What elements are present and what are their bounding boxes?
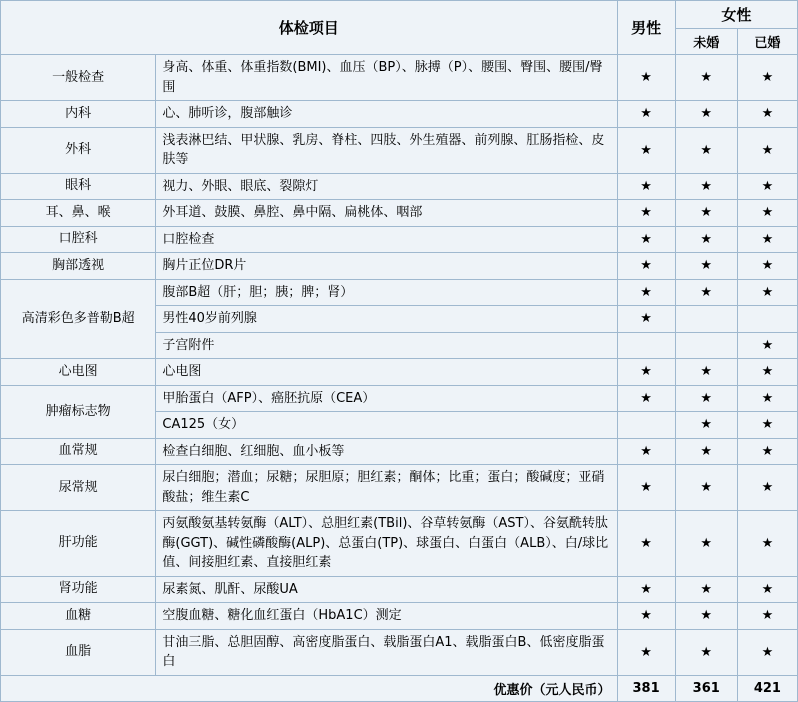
row-mark-male: ★ xyxy=(617,576,675,603)
row-mark-unmarried: ★ xyxy=(675,55,737,101)
row-mark-married: ★ xyxy=(737,55,797,101)
row-mark-married xyxy=(737,306,797,333)
row-items: 外耳道、鼓膜、鼻腔、鼻中隔、扁桃体、咽部 xyxy=(156,200,617,227)
row-category: 眼科 xyxy=(1,173,156,200)
price-label: 优惠价（元人民币） xyxy=(1,675,618,701)
table-row xyxy=(1,55,798,101)
row-category: 肾功能 xyxy=(1,576,156,603)
row-mark-unmarried: ★ xyxy=(675,385,737,412)
row-mark-married: ★ xyxy=(737,332,797,359)
table-row xyxy=(1,253,798,280)
row-mark-male: ★ xyxy=(617,55,675,101)
row-mark-male: ★ xyxy=(617,279,675,306)
row-category: 血常规 xyxy=(1,438,156,465)
row-category: 血脂 xyxy=(1,629,156,675)
table-row xyxy=(1,127,798,173)
row-items: 子宫附件 xyxy=(156,332,617,359)
row-category: 内科 xyxy=(1,101,156,128)
row-items: 口腔检查 xyxy=(156,226,617,253)
row-category: 口腔科 xyxy=(1,226,156,253)
row-mark-unmarried: ★ xyxy=(675,465,737,511)
row-mark-male: ★ xyxy=(617,173,675,200)
row-items: 尿白细胞；潜血；尿糖；尿胆原；胆红素；酮体；比重；蛋白；酸碱度；亚硝酸盐；维生素C xyxy=(156,465,617,511)
row-items: 甲胎蛋白（AFP）、癌胚抗原（CEA） xyxy=(156,385,617,412)
row-mark-male: ★ xyxy=(617,511,675,577)
row-mark-married: ★ xyxy=(737,603,797,630)
row-mark-married: ★ xyxy=(737,412,797,439)
row-mark-male: ★ xyxy=(617,226,675,253)
header-female: 女性 xyxy=(675,1,797,29)
row-mark-unmarried: ★ xyxy=(675,603,737,630)
table-row xyxy=(1,385,798,412)
row-mark-unmarried: ★ xyxy=(675,576,737,603)
table-row xyxy=(1,629,798,675)
row-items: 空腹血糖、糖化血红蛋白（HbA1C）测定 xyxy=(156,603,617,630)
row-mark-married: ★ xyxy=(737,385,797,412)
row-mark-male xyxy=(617,412,675,439)
row-mark-male: ★ xyxy=(617,101,675,128)
row-category: 外科 xyxy=(1,127,156,173)
price-unmarried: 361 xyxy=(675,675,737,701)
row-category: 血糖 xyxy=(1,603,156,630)
header-unmarried: 未婚 xyxy=(675,29,737,55)
row-category: 心电图 xyxy=(1,359,156,386)
row-mark-unmarried: ★ xyxy=(675,226,737,253)
row-mark-unmarried xyxy=(675,332,737,359)
header-male: 男性 xyxy=(617,1,675,55)
table-row xyxy=(1,576,798,603)
row-mark-married: ★ xyxy=(737,127,797,173)
row-items: 身高、体重、体重指数(BMI)、血压（BP）、脉搏（P）、腰围、臀围、腰围/臀围 xyxy=(156,55,617,101)
row-mark-male xyxy=(617,332,675,359)
row-category: 肿瘤标志物 xyxy=(1,385,156,438)
table-row xyxy=(1,200,798,227)
row-items: 尿素氮、肌酐、尿酸UA xyxy=(156,576,617,603)
header-married: 已婚 xyxy=(737,29,797,55)
row-mark-unmarried: ★ xyxy=(675,359,737,386)
row-mark-married: ★ xyxy=(737,629,797,675)
row-mark-married: ★ xyxy=(737,576,797,603)
row-mark-male: ★ xyxy=(617,359,675,386)
row-mark-male: ★ xyxy=(617,306,675,333)
row-mark-married: ★ xyxy=(737,173,797,200)
row-items: 浅表淋巴结、甲状腺、乳房、脊柱、四肢、外生殖器、前列腺、肛肠指检、皮肤等 xyxy=(156,127,617,173)
row-items: 视力、外眼、眼底、裂隙灯 xyxy=(156,173,617,200)
row-mark-male: ★ xyxy=(617,127,675,173)
row-category: 耳、鼻、喉 xyxy=(1,200,156,227)
table-body xyxy=(1,55,798,676)
row-category: 高清彩色多普勒B超 xyxy=(1,279,156,359)
table-row xyxy=(1,101,798,128)
row-mark-male: ★ xyxy=(617,385,675,412)
row-items: 胸片正位DR片 xyxy=(156,253,617,280)
table-row xyxy=(1,603,798,630)
row-mark-married: ★ xyxy=(737,359,797,386)
price-male: 381 xyxy=(617,675,675,701)
table-row xyxy=(1,359,798,386)
row-mark-male: ★ xyxy=(617,465,675,511)
table-row xyxy=(1,511,798,577)
row-mark-unmarried: ★ xyxy=(675,253,737,280)
row-items: 丙氨酸氨基转氨酶（ALT）、总胆红素(TBil)、谷草转氨酶（AST）、谷氨酰转肽酶(GGT)、碱性磷酸酶(ALP)、总蛋白(TP)、球蛋白、白蛋白（ALB）、白/球比值、间接胆红素、直接胆红素 xyxy=(156,511,617,577)
table-footer-row xyxy=(1,675,798,701)
table-row xyxy=(1,173,798,200)
row-mark-unmarried xyxy=(675,306,737,333)
row-mark-married: ★ xyxy=(737,253,797,280)
row-items: CA125（女） xyxy=(156,412,617,439)
row-mark-married: ★ xyxy=(737,279,797,306)
row-mark-male: ★ xyxy=(617,438,675,465)
table-row xyxy=(1,279,798,306)
row-items: 心电图 xyxy=(156,359,617,386)
row-mark-married: ★ xyxy=(737,465,797,511)
row-mark-unmarried: ★ xyxy=(675,629,737,675)
row-mark-unmarried: ★ xyxy=(675,200,737,227)
row-mark-married: ★ xyxy=(737,438,797,465)
row-mark-unmarried: ★ xyxy=(675,101,737,128)
price-married: 421 xyxy=(737,675,797,701)
table-row xyxy=(1,465,798,511)
row-mark-unmarried: ★ xyxy=(675,412,737,439)
header-exam-items: 体检项目 xyxy=(1,1,618,55)
row-items: 检查白细胞、红细胞、血小板等 xyxy=(156,438,617,465)
row-mark-unmarried: ★ xyxy=(675,438,737,465)
row-category: 胸部透视 xyxy=(1,253,156,280)
row-mark-unmarried: ★ xyxy=(675,127,737,173)
row-mark-male: ★ xyxy=(617,200,675,227)
row-mark-married: ★ xyxy=(737,200,797,227)
table-row xyxy=(1,226,798,253)
row-category: 肝功能 xyxy=(1,511,156,577)
row-items: 甘油三脂、总胆固醇、高密度脂蛋白、载脂蛋白A1、载脂蛋白B、低密度脂蛋白 xyxy=(156,629,617,675)
row-mark-male: ★ xyxy=(617,603,675,630)
row-mark-married: ★ xyxy=(737,226,797,253)
row-items: 男性40岁前列腺 xyxy=(156,306,617,333)
row-category: 一般检查 xyxy=(1,55,156,101)
row-mark-male: ★ xyxy=(617,253,675,280)
row-mark-unmarried: ★ xyxy=(675,173,737,200)
table-row xyxy=(1,438,798,465)
row-items: 腹部B超（肝；胆；胰；脾；肾） xyxy=(156,279,617,306)
row-mark-male: ★ xyxy=(617,629,675,675)
row-mark-married: ★ xyxy=(737,101,797,128)
row-category: 尿常规 xyxy=(1,465,156,511)
row-items: 心、肺听诊，腹部触诊 xyxy=(156,101,617,128)
row-mark-married: ★ xyxy=(737,511,797,577)
row-mark-unmarried: ★ xyxy=(675,511,737,577)
table-header-row xyxy=(1,1,798,29)
row-mark-unmarried: ★ xyxy=(675,279,737,306)
